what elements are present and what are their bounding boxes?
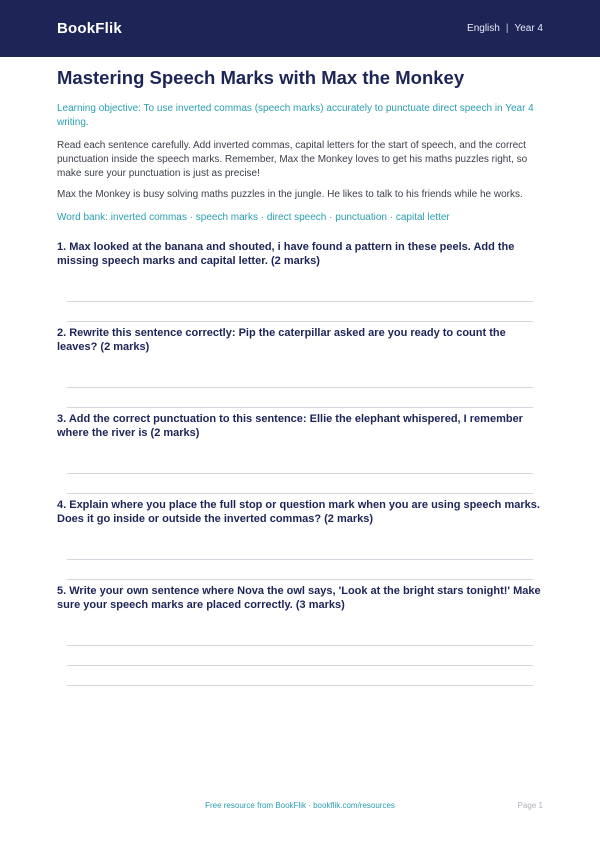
meta-separator: | (505, 23, 509, 34)
answer-line[interactable] (67, 493, 533, 494)
answer-line[interactable] (67, 645, 533, 646)
page-title: Mastering Speech Marks with Max the Monkey (57, 67, 465, 88)
header-bar (0, 0, 600, 57)
instructions-text: Read each sentence carefully. Add inverted commas, capital letters for the start of speech, and the correct punctuation inside the speech marks. Remember, Max the Monkey loves to get his maths puzzles right, so make sure your punctuation is just as precise! (57, 140, 528, 179)
brand-logo[interactable]: BookFlik (57, 20, 122, 37)
answer-area[interactable] (57, 526, 543, 580)
answer-line[interactable] (67, 407, 533, 408)
answer-area[interactable] (57, 268, 543, 322)
question-block (57, 584, 543, 686)
answer-line[interactable] (67, 387, 533, 388)
answer-line[interactable] (67, 665, 533, 666)
question-block (57, 326, 543, 408)
subject-label: English (467, 23, 500, 34)
question-text: 1. Max looked at the banana and shouted, i have found a pattern in these peels. Add the missing speech marks and capital letter. (2 marks) (57, 241, 515, 267)
year-label: Year 4 (514, 23, 543, 34)
worksheet-content (57, 64, 543, 686)
answer-line[interactable] (67, 685, 533, 686)
answer-line[interactable] (67, 301, 533, 302)
question-text: 3. Add the correct punctuation to this sentence: Ellie the elephant whispered, I remember where the river is (2 marks) (57, 413, 523, 439)
page-number: Page 1 (517, 801, 543, 810)
question-text: 2. Rewrite this sentence correctly: Pip the caterpillar asked are you ready to count the leaves? (2 marks) (57, 327, 506, 353)
header-meta (467, 23, 543, 34)
page-footer (0, 801, 600, 815)
question-text: 5. Write your own sentence where Nova the owl says, 'Look at the bright stars tonight!' Make sure your speech marks are placed correctly. (3 marks) (57, 585, 541, 611)
answer-area[interactable] (57, 612, 543, 686)
story-text: Max the Monkey is busy solving maths puzzles in the jungle. He likes to talk to his friends while he works. (57, 189, 523, 200)
answer-line[interactable] (67, 579, 533, 580)
answer-line[interactable] (67, 559, 533, 560)
answer-area[interactable] (57, 440, 543, 494)
answer-line[interactable] (67, 321, 533, 322)
question-block (57, 498, 543, 580)
question-list (57, 240, 543, 686)
word-bank: Word bank: inverted commas · speech marks · direct speech · punctuation · capital letter (57, 212, 450, 223)
learning-objective: Learning objective: To use inverted commas (speech marks) accurately to punctuate direct speech in Year 4 writing. (57, 103, 534, 128)
question-text: 4. Explain where you place the full stop or question mark when you are using speech marks. Does it go inside or outside the inverted commas? (2 marks) (57, 499, 540, 525)
answer-area[interactable] (57, 354, 543, 408)
question-block (57, 412, 543, 494)
question-block (57, 240, 543, 322)
footer-link[interactable]: Free resource from BookFlik · bookflik.com/resources (205, 801, 395, 810)
answer-line[interactable] (67, 473, 533, 474)
